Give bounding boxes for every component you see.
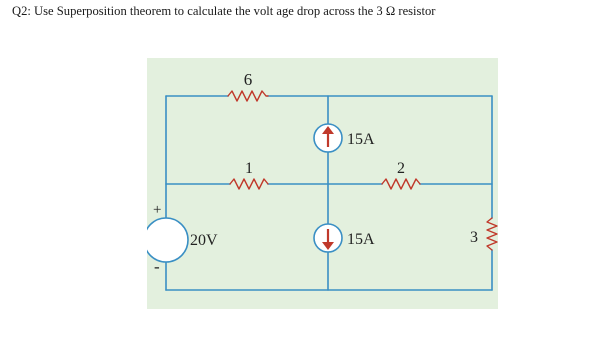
voltage-source-label: 20V xyxy=(190,232,218,249)
voltage-source xyxy=(147,218,188,262)
voltage-source-plus: + xyxy=(153,202,162,218)
resistor-3-label: 3 xyxy=(470,229,478,246)
voltage-source-minus: - xyxy=(154,257,160,276)
question-text: Q2: Use Superposition theorem to calculate the volt age drop across the 3 Ω resistor xyxy=(12,4,436,18)
resistor-2-label: 2 xyxy=(397,160,405,177)
current-source-upper-label: 15A xyxy=(347,131,375,148)
current-source-upper xyxy=(314,124,342,152)
resistor-1-label: 1 xyxy=(245,160,253,177)
current-source-lower-label: 15A xyxy=(347,231,375,248)
current-source-lower xyxy=(314,224,342,252)
circuit-diagram xyxy=(147,58,498,309)
resistor-6-label: 6 xyxy=(243,70,253,89)
